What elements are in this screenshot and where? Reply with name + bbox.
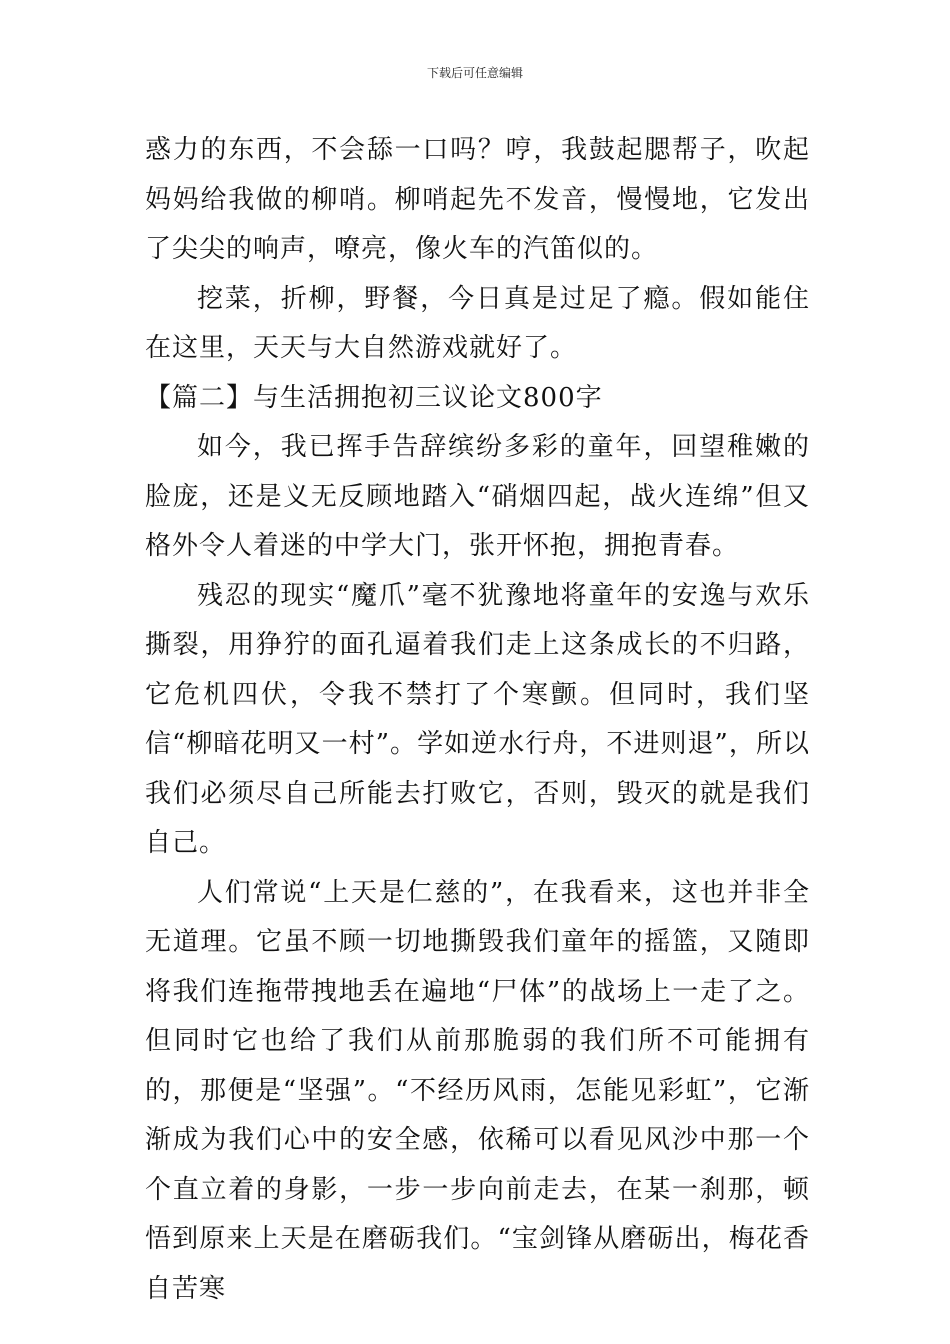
section-heading: 【篇二】与生活拥抱初三议论文800字 [145, 382, 603, 413]
paragraph: 挖菜，折柳，野餐，今日真是过足了瘾。假如能住在这里，天天与大自然游戏就好了。 [145, 283, 810, 363]
page-header: 下载后可任意编辑 [426, 66, 523, 80]
paragraph: 人们常说“上天是仁慈的”，在我看来，这也并非全无道理。它虽不顾一切地撕毁我们童年的摇篮，又随即将我们连拖带拽地丢在遍地“尸体”的战场上一走了之。但同时它也给了我们从前那脆弱的我们所不可能拥有的，那便是“坚强”。“不经历风雨，怎能见彩虹”，它渐渐成为我们心中的安全感，依稀可以看见风沙中那一个个直立着的身影，一步一步向前走去，在某一刹那，顿悟到原来上天是在磨砺我们。“宝剑锋从磨砺出，梅花香自苦寒 [145, 877, 810, 1304]
paragraph: 如今，我已挥手告辞缤纷多彩的童年，回望稚嫩的脸庞，还是义无反顾地踏入“硝烟四起，战火连绵”但又格外令人着迷的中学大门，张开怀抱，拥抱青春。 [145, 432, 810, 561]
paragraph-continued: 惑力的东西，不会舔一口吗？哼，我鼓起腮帮子，吹起妈妈给我做的柳哨。柳哨起先不发音，慢慢地，它发出了尖尖的响声，嘹亮，像火车的汽笛似的。 [145, 135, 810, 264]
paragraph: 残忍的现实“魔爪”毫不犹豫地将童年的安逸与欢乐撕裂，用狰狞的面孔逼着我们走上这条成长的不归路，它危机四伏，令我不禁打了个寒颤。但同时，我们坚信“柳暗花明又一村”。学如逆水行舟，不进则退”，所以我们必须尽自己所能去打败它，否则，毁灭的就是我们自己。 [145, 580, 810, 858]
document-body [145, 126, 810, 1314]
